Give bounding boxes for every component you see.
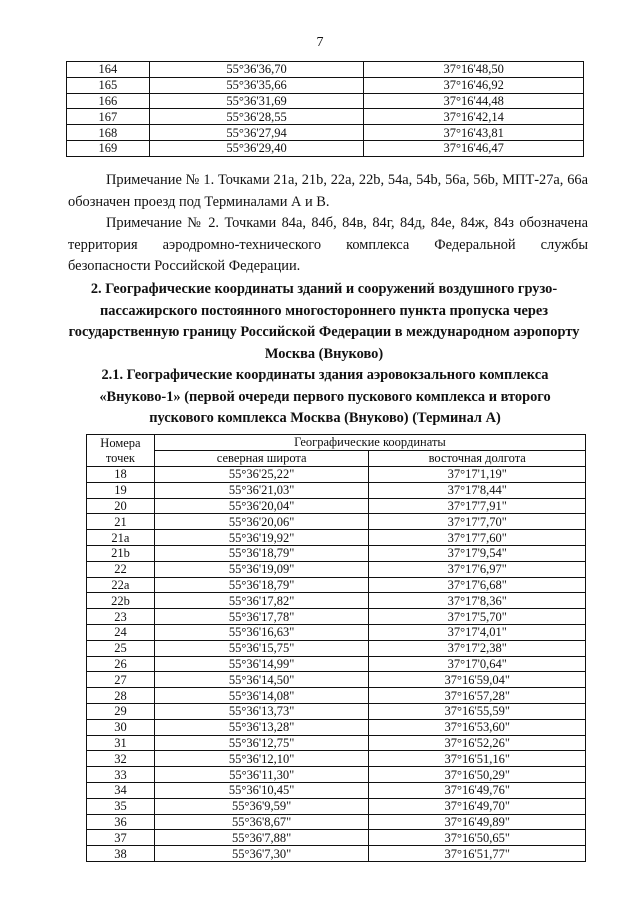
table-row bbox=[87, 735, 586, 751]
latitude-cell: 55°36'7,30" bbox=[154, 846, 369, 862]
longitude-cell: 37°16'50,29" bbox=[369, 767, 586, 783]
point-number-cell: 18 bbox=[87, 467, 155, 483]
table-row bbox=[67, 140, 584, 156]
longitude-cell: 37°17'1,19" bbox=[369, 467, 586, 483]
table-row bbox=[87, 846, 586, 862]
latitude-cell: 55°36'16,63" bbox=[154, 624, 369, 640]
point-number-cell: 20 bbox=[87, 498, 155, 514]
point-number-cell: 34 bbox=[87, 782, 155, 798]
point-number-cell: 31 bbox=[87, 735, 155, 751]
latitude-cell: 55°36'13,28" bbox=[154, 719, 369, 735]
section-2-1-heading: 2.1. Географические координаты здания аэровокзального комплекса «Внуково-1» (первой очереди первого пускового комплекса и второго пускового комплекса Москва (Внуково) (Терминал А) bbox=[99, 367, 551, 426]
latitude-cell: 55°36'9,59" bbox=[154, 798, 369, 814]
latitude-cell: 55°36'20,04" bbox=[154, 498, 369, 514]
table-row bbox=[67, 125, 584, 141]
longitude-cell: 37°17'2,38" bbox=[369, 640, 586, 656]
table-row bbox=[67, 93, 584, 109]
latitude-cell: 55°36'29,40 bbox=[149, 140, 364, 156]
point-number-cell: 30 bbox=[87, 719, 155, 735]
longitude-cell: 37°16'46,92 bbox=[364, 77, 584, 93]
point-number-cell: 29 bbox=[87, 703, 155, 719]
header-east-longitude: восточная долгота bbox=[369, 451, 586, 467]
latitude-cell: 55°36'10,45" bbox=[154, 782, 369, 798]
longitude-cell: 37°16'59,04" bbox=[369, 672, 586, 688]
table-row bbox=[87, 767, 586, 783]
point-number-cell: 169 bbox=[67, 140, 150, 156]
header-geographic-coordinates: Географические координаты bbox=[154, 435, 585, 451]
table-row bbox=[67, 62, 584, 78]
latitude-cell: 55°36'8,67" bbox=[154, 814, 369, 830]
table-row bbox=[87, 609, 586, 625]
point-number-cell: 22 bbox=[87, 561, 155, 577]
longitude-cell: 37°16'55,59" bbox=[369, 703, 586, 719]
page-number: 7 bbox=[316, 35, 324, 50]
point-number-cell: 22b bbox=[87, 593, 155, 609]
table-row bbox=[87, 719, 586, 735]
latitude-cell: 55°36'18,79" bbox=[154, 577, 369, 593]
longitude-cell: 37°16'52,26" bbox=[369, 735, 586, 751]
latitude-cell: 55°36'28,55 bbox=[149, 109, 364, 125]
note-1: Примечание № 1. Точками 21a, 21b, 22a, 22b, 54a, 54b, 56a, 56b, МПТ-27а, 66а обозначен проезд под Терминалами А и В. bbox=[68, 172, 588, 210]
longitude-cell: 37°16'50,65" bbox=[369, 830, 586, 846]
latitude-cell: 55°36'12,75" bbox=[154, 735, 369, 751]
latitude-cell: 55°36'27,94 bbox=[149, 125, 364, 141]
longitude-cell: 37°16'57,28" bbox=[369, 688, 586, 704]
point-number-cell: 21 bbox=[87, 514, 155, 530]
table-row bbox=[87, 561, 586, 577]
longitude-cell: 37°17'9,54" bbox=[369, 545, 586, 561]
point-number-cell: 21b bbox=[87, 545, 155, 561]
table-row bbox=[87, 624, 586, 640]
table-row bbox=[67, 109, 584, 125]
point-number-cell: 36 bbox=[87, 814, 155, 830]
table-row bbox=[87, 467, 586, 483]
longitude-cell: 37°17'7,60" bbox=[369, 530, 586, 546]
latitude-cell: 55°36'20,06" bbox=[154, 514, 369, 530]
note-2: Примечание № 2. Точками 84а, 84б, 84в, 84г, 84д, 84е, 84ж, 84з обозначена территория аэродромно-технического комплекса Федеральной службы безопасности Российской Федерации. bbox=[68, 215, 588, 274]
point-number-cell: 35 bbox=[87, 798, 155, 814]
longitude-cell: 37°16'48,50 bbox=[364, 62, 584, 78]
point-number-cell: 25 bbox=[87, 640, 155, 656]
point-number-cell: 166 bbox=[67, 93, 150, 109]
latitude-cell: 55°36'35,66 bbox=[149, 77, 364, 93]
latitude-cell: 55°36'7,88" bbox=[154, 830, 369, 846]
terminal-a-coordinates-table bbox=[86, 434, 586, 862]
latitude-cell: 55°36'14,99" bbox=[154, 656, 369, 672]
table-row bbox=[87, 498, 586, 514]
section-2-heading: 2. Географические координаты зданий и сооружений воздушного грузо-пассажирского постоянного многостороннего пункта пропуска через государственную границу Российской Федерации в международном аэропорту Москва (Внуково) bbox=[68, 281, 580, 362]
longitude-cell: 37°17'7,70" bbox=[369, 514, 586, 530]
point-number-cell: 32 bbox=[87, 751, 155, 767]
latitude-cell: 55°36'19,09" bbox=[154, 561, 369, 577]
latitude-cell: 55°36'14,50" bbox=[154, 672, 369, 688]
point-number-cell: 165 bbox=[67, 77, 150, 93]
latitude-cell: 55°36'15,75" bbox=[154, 640, 369, 656]
table-row bbox=[87, 751, 586, 767]
table-row bbox=[87, 830, 586, 846]
longitude-cell: 37°16'42,14 bbox=[364, 109, 584, 125]
table-row bbox=[87, 530, 586, 546]
table-row bbox=[87, 593, 586, 609]
longitude-cell: 37°16'51,16" bbox=[369, 751, 586, 767]
table-row bbox=[87, 514, 586, 530]
point-number-cell: 38 bbox=[87, 846, 155, 862]
latitude-cell: 55°36'18,79" bbox=[154, 545, 369, 561]
table-row bbox=[87, 545, 586, 561]
table-row bbox=[87, 814, 586, 830]
point-number-cell: 168 bbox=[67, 125, 150, 141]
longitude-cell: 37°16'49,70" bbox=[369, 798, 586, 814]
table-row bbox=[87, 577, 586, 593]
table-row bbox=[87, 798, 586, 814]
terminal-a-table-body bbox=[87, 467, 586, 862]
table-row bbox=[87, 640, 586, 656]
coordinates-table-continued bbox=[66, 61, 584, 157]
longitude-cell: 37°16'53,60" bbox=[369, 719, 586, 735]
longitude-cell: 37°16'49,76" bbox=[369, 782, 586, 798]
coordinates-table-body bbox=[67, 62, 584, 157]
table-row bbox=[87, 703, 586, 719]
table-row bbox=[87, 688, 586, 704]
latitude-cell: 55°36'11,30" bbox=[154, 767, 369, 783]
table-row bbox=[87, 482, 586, 498]
latitude-cell: 55°36'21,03" bbox=[154, 482, 369, 498]
point-number-cell: 28 bbox=[87, 688, 155, 704]
longitude-cell: 37°16'43,81 bbox=[364, 125, 584, 141]
longitude-cell: 37°17'7,91" bbox=[369, 498, 586, 514]
point-number-cell: 19 bbox=[87, 482, 155, 498]
point-number-cell: 22a bbox=[87, 577, 155, 593]
notes bbox=[68, 170, 588, 278]
longitude-cell: 37°16'46,47 bbox=[364, 140, 584, 156]
point-number-cell: 164 bbox=[67, 62, 150, 78]
latitude-cell: 55°36'14,08" bbox=[154, 688, 369, 704]
point-number-cell: 26 bbox=[87, 656, 155, 672]
latitude-cell: 55°36'12,10" bbox=[154, 751, 369, 767]
point-number-cell: 21a bbox=[87, 530, 155, 546]
longitude-cell: 37°17'0,64" bbox=[369, 656, 586, 672]
point-number-cell: 37 bbox=[87, 830, 155, 846]
latitude-cell: 55°36'19,92" bbox=[154, 530, 369, 546]
longitude-cell: 37°17'6,97" bbox=[369, 561, 586, 577]
point-number-cell: 33 bbox=[87, 767, 155, 783]
latitude-cell: 55°36'36,70 bbox=[149, 62, 364, 78]
longitude-cell: 37°17'8,44" bbox=[369, 482, 586, 498]
longitude-cell: 37°16'51,77" bbox=[369, 846, 586, 862]
point-number-cell: 27 bbox=[87, 672, 155, 688]
point-number-cell: 167 bbox=[67, 109, 150, 125]
table-row bbox=[67, 77, 584, 93]
latitude-cell: 55°36'17,82" bbox=[154, 593, 369, 609]
longitude-cell: 37°17'8,36" bbox=[369, 593, 586, 609]
header-north-latitude: северная широта bbox=[154, 451, 369, 467]
header-point-numbers: Номера точек bbox=[87, 435, 155, 467]
longitude-cell: 37°17'6,68" bbox=[369, 577, 586, 593]
latitude-cell: 55°36'17,78" bbox=[154, 609, 369, 625]
longitude-cell: 37°16'44,48 bbox=[364, 93, 584, 109]
point-number-cell: 23 bbox=[87, 609, 155, 625]
longitude-cell: 37°17'4,01" bbox=[369, 624, 586, 640]
longitude-cell: 37°17'5,70" bbox=[369, 609, 586, 625]
table-row bbox=[87, 672, 586, 688]
latitude-cell: 55°36'25,22" bbox=[154, 467, 369, 483]
table-row bbox=[87, 656, 586, 672]
latitude-cell: 55°36'31,69 bbox=[149, 93, 364, 109]
latitude-cell: 55°36'13,73" bbox=[154, 703, 369, 719]
point-number-cell: 24 bbox=[87, 624, 155, 640]
longitude-cell: 37°16'49,89" bbox=[369, 814, 586, 830]
table-row bbox=[87, 782, 586, 798]
